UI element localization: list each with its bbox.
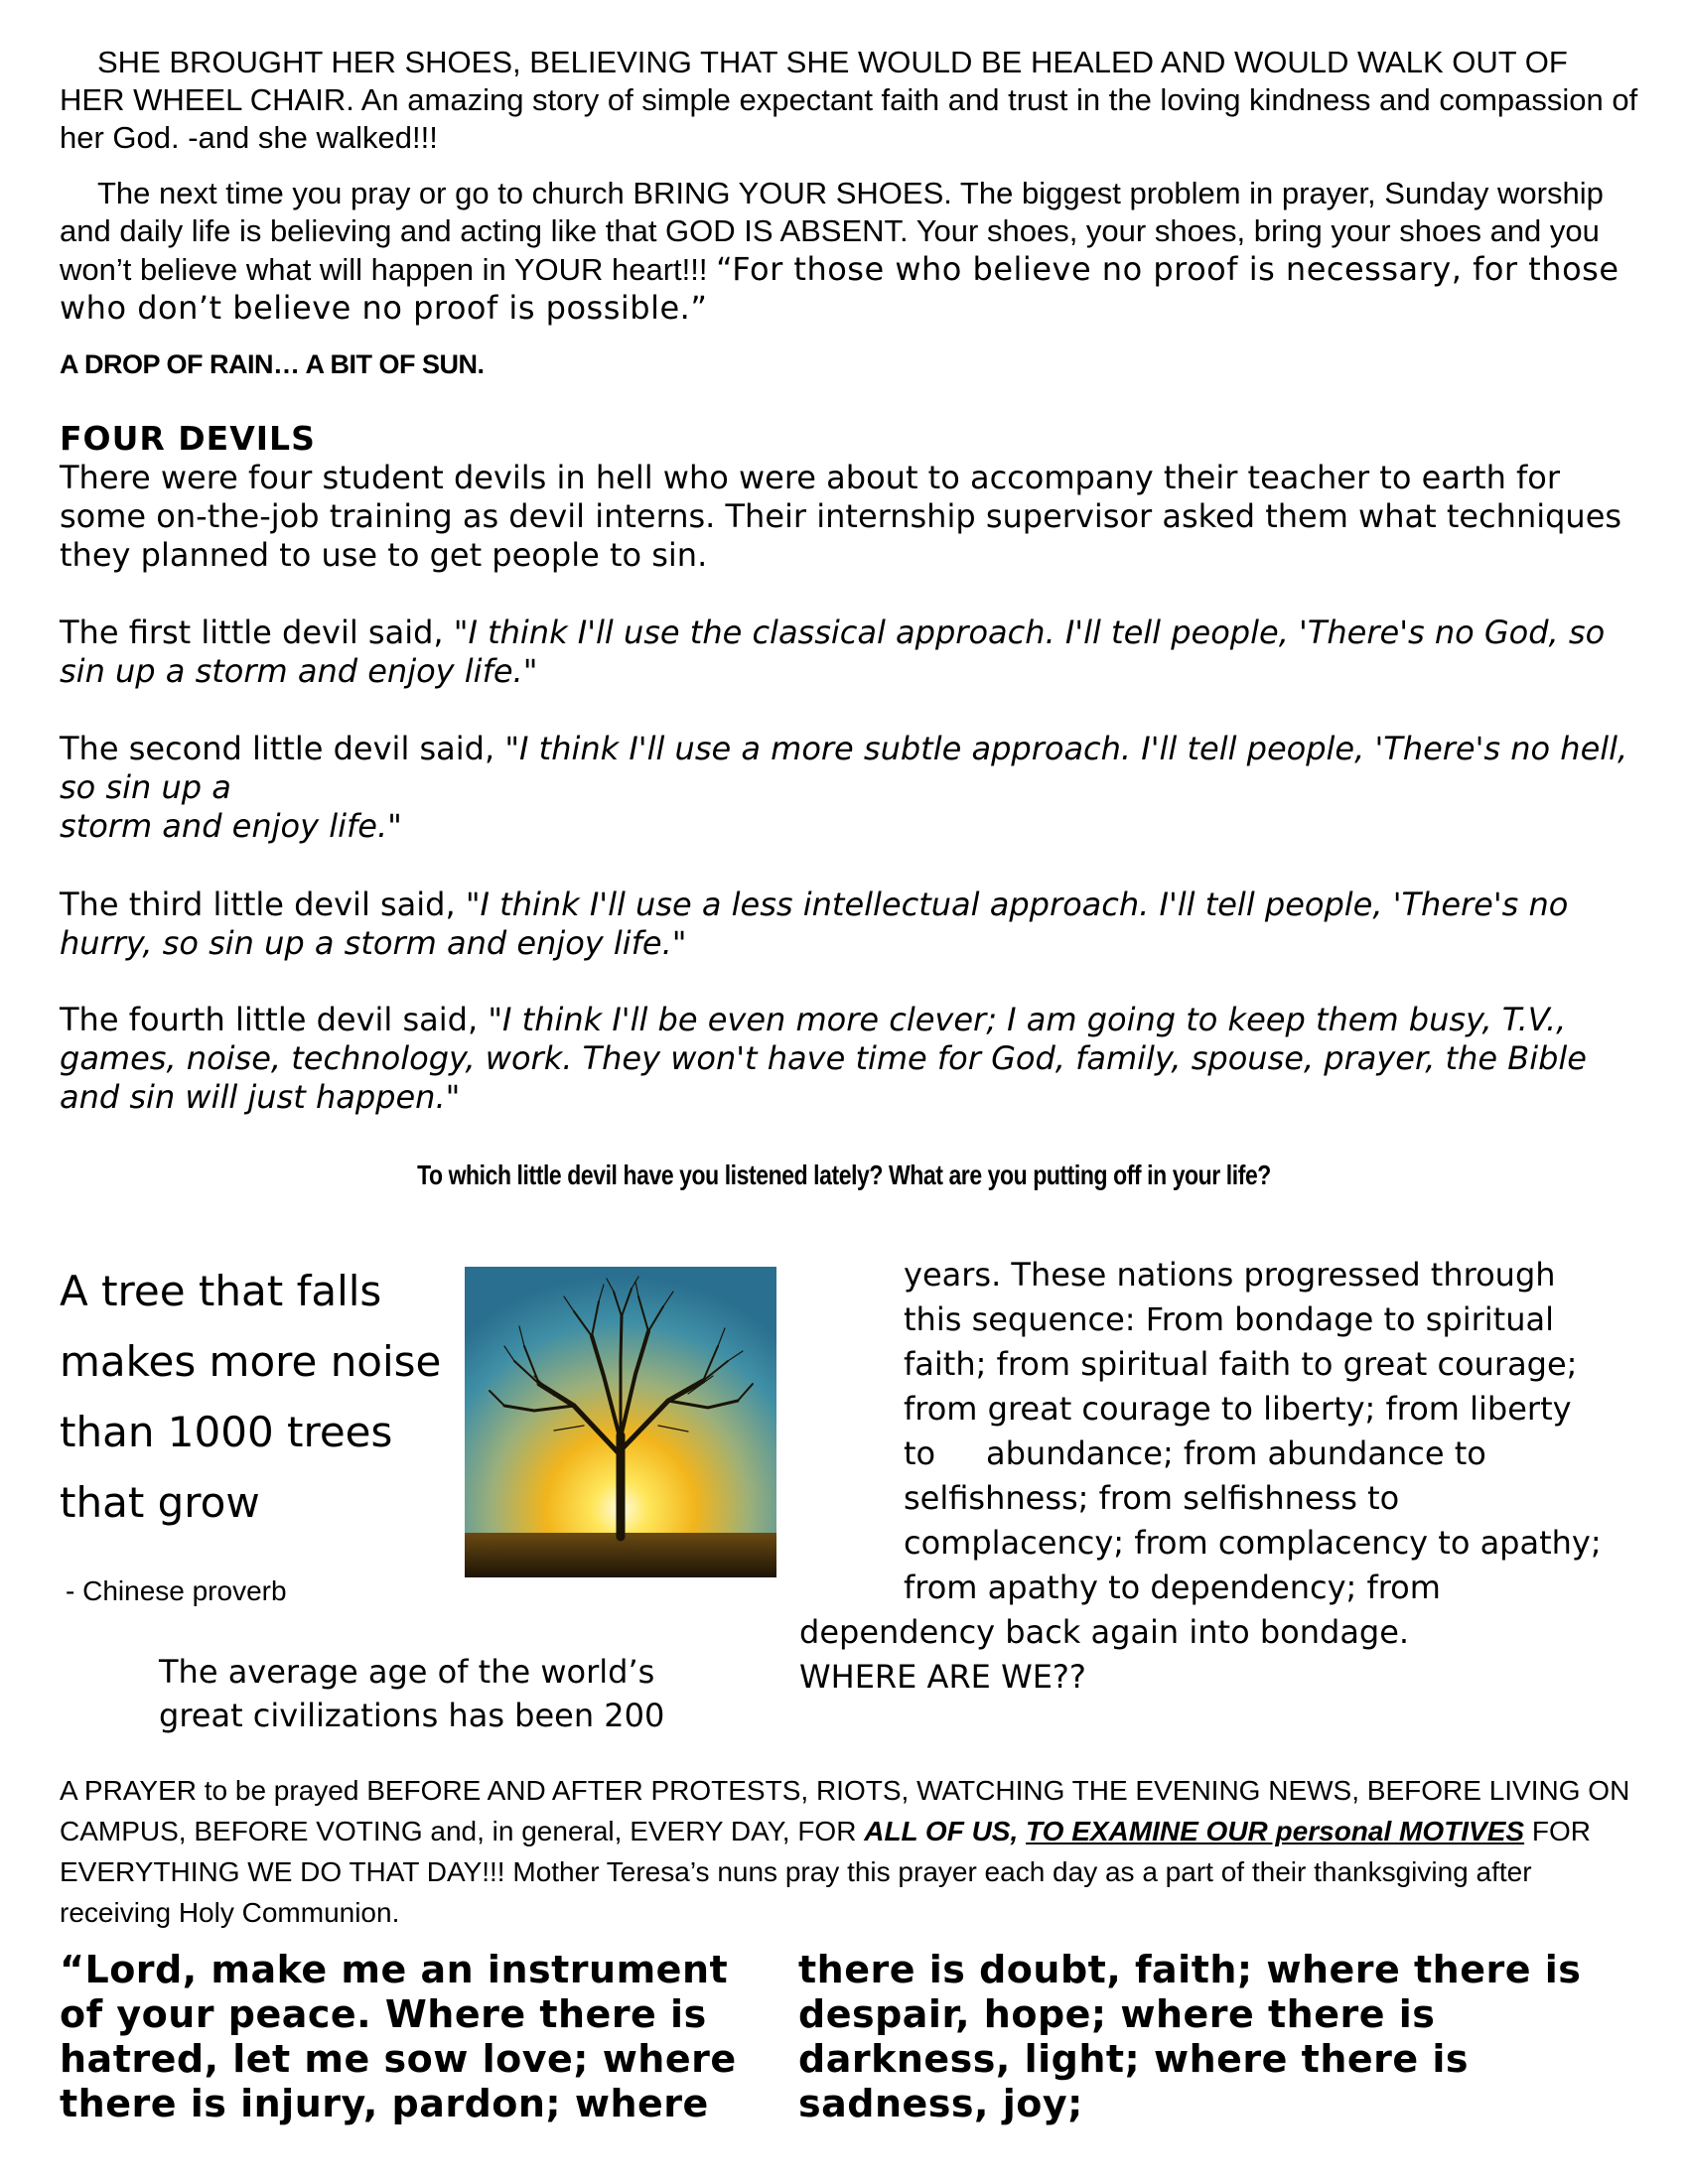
prayer-intro-text-end: FOR EVERYTHING WE DO THAT DAY!!! Mother Teresa’s nuns pray this prayer each day as a part of their thanksgiving after receiving Holy Communion. [60,1816,1591,1928]
civilizations-tail: dependency back again into bondage. WHERE ARE WE?? [799,1613,1410,1696]
proof-quote: “For those who believe no proof is necessary, for those who don’t believe no proof is possible.” [60,250,1619,327]
prayer-intro-emphasis: ALL OF US, [864,1816,1027,1846]
tree-proverb-line: than 1000 trees [60,1408,393,1456]
civilizations-text-left [159,1650,715,1737]
first-devil-quote: I think I'll use the classical approach. I'll tell people, 'There's no God, so sin up a storm and enjoy life. [60,614,1606,690]
four-devils-title: FOUR DEVILS [60,419,316,458]
first-devil-lead: The first little devil said, " [60,614,469,651]
civilizations-line: The average age of the world’s [159,1653,655,1691]
prayer-intro-underlined: TO EXAMINE OUR personal MOTIVES [1026,1816,1525,1846]
civilizations-line: selfishness; from selfishness to [904,1479,1400,1517]
intro-paragraph-1 [60,44,1638,157]
tree-proverb-line: makes more noise [60,1337,442,1386]
third-devil-quote: I think I'll use a less intellectual approach. I'll tell people, 'There's no hurry, so sin up a storm and enjoy life. [60,886,1569,962]
third-devil-close: " [671,924,687,962]
civilizations-line: faith; from spiritual faith to great courage; [904,1345,1578,1383]
civilizations-line: complacency; from complacency to apathy; [904,1524,1602,1562]
intro-paragraph-1-text: SHE BROUGHT HER SHOES, BELIEVING THAT SHE WOULD BE HEALED AND WOULD WALK OUT OF HER WHEEL CHAIR. An amazing story of simple expectant faith and trust in the loving kindness and compassion of her God. -and she walked!!! [60,45,1638,155]
proverb-attribution: - Chinese proverb [66,1575,287,1606]
second-devil-quote-b: storm and enjoy life. [60,807,388,845]
first-devil-paragraph [60,614,1648,691]
fourth-devil-lead: The fourth little devil said, " [60,1001,503,1038]
tree-proverb-line: A tree that falls [60,1267,382,1315]
tree-proverb-line: that grow [60,1478,260,1527]
civilizations-text-right [799,1253,1653,1700]
second-devil-paragraph [60,730,1648,846]
prayer-intro [60,1770,1648,1933]
intro-paragraph-2-text: The next time you pray or go to church BRING YOUR SHOES. The biggest problem in prayer, Sunday worship and daily life is believing and acting like that GOD IS ABSENT. Your shoes, your shoes, bring your shoes and you won’t believe what will happen in YOUR heart!!! [60,176,1604,287]
intro-paragraph-2 [60,175,1638,328]
fourth-devil-paragraph [60,1001,1648,1117]
civilizations-line: to abundance; from abundance to [904,1434,1486,1472]
prayer-text-right: there is doubt, faith; where there is despair, hope; where there is darkness, light; where there is sadness, joy; [798,1948,1582,2125]
civilizations-line: years. These nations progressed through [904,1256,1556,1294]
third-devil-lead: The third little devil said, " [60,886,481,923]
civilizations-line: this sequence: From bondage to spiritual [904,1300,1554,1338]
prayer-text-left: “Lord, make me an instrument of your peace. Where there is hatred, let me sow love; where there is injury, pardon; where [60,1948,737,2125]
tree-sunset-photo-icon [465,1267,776,1577]
civilizations-line: from great courage to liberty; from liberty [904,1390,1572,1428]
second-devil-lead: The second little devil said, " [60,730,520,767]
civilizations-line: from apathy to dependency; from [904,1569,1441,1606]
devils-intro: There were four student devils in hell who were about to accompany their teacher to earth for some on-the-job training as devil interns. Their internship supervisor asked them what techniques they planned to use to get people to sin. [60,459,1622,574]
fourth-devil-quote: I think I'll be even more clever; I am going to keep them busy, T.V., games, noise, technology, work. They won't have time for God, family, spouse, prayer, the Bible and sin will just happen. [60,1001,1587,1116]
third-devil-paragraph [60,886,1648,963]
fourth-devil-close: " [445,1078,461,1116]
tree-proverb [60,1256,477,1538]
civilizations-line: great civilizations has been 200 [159,1697,665,1734]
second-devil-close: " [387,807,402,845]
second-devil-quote-a: I think I'll use a more subtle approach. I'll tell people, 'There's no hell, so sin up a [60,730,1628,806]
devil-question: To which little devil have you listened lately? What are you putting off in your life? [417,1160,1271,1190]
prayer-intro-text: A PRAYER to be prayed BEFORE AND AFTER PROTESTS, RIOTS, WATCHING THE EVENING NEWS, BEFORE LIVING ON CAMPUS, BEFORE VOTING and, in general, EVERY DAY, FOR [60,1775,1630,1846]
rain-sun-heading: A DROP OF RAIN… A BIT OF SUN. [60,349,485,379]
first-devil-close: " [522,652,538,690]
